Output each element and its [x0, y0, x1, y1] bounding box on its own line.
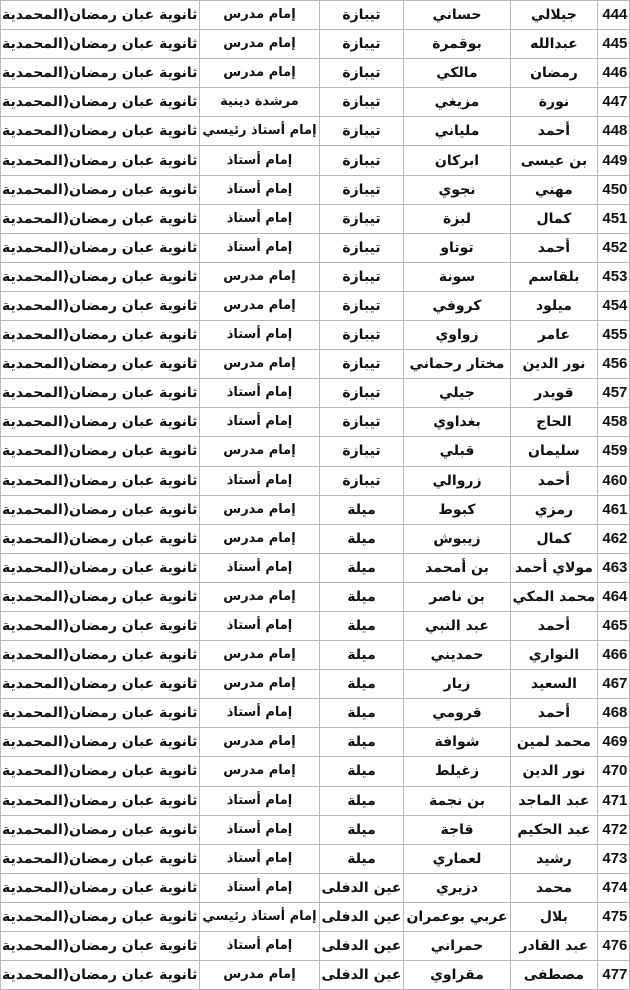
city-cell[interactable]: تيبازة: [319, 466, 404, 495]
first-name-cell[interactable]: أحمد: [510, 233, 598, 262]
table-row: [0, 961, 630, 990]
last-name-cell[interactable]: قبلي: [404, 437, 510, 466]
table-row: [0, 30, 630, 59]
first-name-cell[interactable]: ميلود: [510, 291, 598, 320]
row-number-cell[interactable]: 470: [598, 757, 630, 786]
first-name-cell[interactable]: عامر: [510, 321, 598, 350]
last-name-cell[interactable]: لبزة: [404, 204, 510, 233]
last-name-cell[interactable]: ابركان: [404, 146, 510, 175]
rank-cell[interactable]: إمام أستاذ: [200, 873, 319, 902]
institution-cell[interactable]: ثانوية عبان رمضان(المحمدية: [1, 233, 200, 262]
rank-cell[interactable]: إمام أستاذ: [200, 932, 319, 961]
rank-cell[interactable]: إمام مدرس: [200, 961, 319, 990]
city-cell[interactable]: ميلة: [319, 844, 404, 873]
last-name-cell[interactable]: بغداوي: [404, 408, 510, 437]
institution-cell[interactable]: ثانوية عبان رمضان(المحمدية: [1, 59, 200, 88]
first-name-cell[interactable]: رشيد: [510, 844, 598, 873]
institution-cell[interactable]: ثانوية عبان رمضان(المحمدية: [1, 466, 200, 495]
city-cell[interactable]: تيبازة: [319, 204, 404, 233]
last-name-cell[interactable]: عربي بوعمران: [404, 902, 510, 931]
rank-cell[interactable]: إمام أستاذ: [200, 204, 319, 233]
institution-cell[interactable]: ثانوية عبان رمضان(المحمدية: [1, 844, 200, 873]
row-number-cell[interactable]: 472: [598, 815, 630, 844]
city-cell[interactable]: ميلة: [319, 611, 404, 640]
table-row: [0, 844, 630, 873]
city-cell[interactable]: ميلة: [319, 553, 404, 582]
institution-cell[interactable]: ثانوية عبان رمضان(المحمدية: [1, 611, 200, 640]
rank-cell[interactable]: إمام أستاذ رئيسي: [200, 902, 319, 931]
institution-cell[interactable]: ثانوية عبان رمضان(المحمدية: [1, 641, 200, 670]
row-number-cell[interactable]: 462: [598, 524, 630, 553]
last-name-cell[interactable]: مختار رحماني: [404, 350, 510, 379]
last-name-cell[interactable]: زروالي: [404, 466, 510, 495]
last-name-cell[interactable]: بن ناصر: [404, 582, 510, 611]
first-name-cell[interactable]: سليمان: [510, 437, 598, 466]
last-name-cell[interactable]: نجوي: [404, 175, 510, 204]
city-cell[interactable]: تيبازة: [319, 437, 404, 466]
table-row: [0, 524, 630, 553]
institution-cell[interactable]: ثانوية عبان رمضان(المحمدية: [1, 553, 200, 582]
table-row: [0, 699, 630, 728]
first-name-cell[interactable]: رمزي: [510, 495, 598, 524]
row-number-cell[interactable]: 460: [598, 466, 630, 495]
rank-cell[interactable]: إمام مدرس: [200, 670, 319, 699]
institution-cell[interactable]: ثانوية عبان رمضان(المحمدية: [1, 873, 200, 902]
city-cell[interactable]: عين الدفلى: [319, 873, 404, 902]
institution-cell[interactable]: ثانوية عبان رمضان(المحمدية: [1, 815, 200, 844]
city-cell[interactable]: تيبازة: [319, 30, 404, 59]
first-name-cell[interactable]: محمد لمين: [510, 728, 598, 757]
institution-cell[interactable]: ثانوية عبان رمضان(المحمدية: [1, 1, 200, 30]
first-name-cell[interactable]: عبد الحكيم: [510, 815, 598, 844]
institution-cell[interactable]: ثانوية عبان رمضان(المحمدية: [1, 117, 200, 146]
rank-cell[interactable]: إمام مدرس: [200, 262, 319, 291]
institution-cell[interactable]: ثانوية عبان رمضان(المحمدية: [1, 291, 200, 320]
city-cell[interactable]: تيبازة: [319, 408, 404, 437]
rank-cell[interactable]: إمام أستاذ رئيسي: [200, 117, 319, 146]
rank-cell[interactable]: إمام أستاذ: [200, 699, 319, 728]
institution-cell[interactable]: ثانوية عبان رمضان(المحمدية: [1, 670, 200, 699]
rank-cell[interactable]: إمام أستاذ: [200, 786, 319, 815]
table-row: [0, 59, 630, 88]
first-name-cell[interactable]: نور الدين: [510, 757, 598, 786]
last-name-cell[interactable]: قاجة: [404, 815, 510, 844]
first-name-cell[interactable]: نور الدين: [510, 350, 598, 379]
table-row: [0, 495, 630, 524]
table-row: [0, 437, 630, 466]
first-name-cell[interactable]: النواري: [510, 641, 598, 670]
table-row: [0, 1, 630, 30]
first-name-cell[interactable]: مصطفى: [510, 961, 598, 990]
first-name-cell[interactable]: نورة: [510, 88, 598, 117]
city-cell[interactable]: تيبازة: [319, 59, 404, 88]
rank-cell[interactable]: إمام أستاذ: [200, 146, 319, 175]
row-number-cell[interactable]: 455: [598, 321, 630, 350]
institution-cell[interactable]: ثانوية عبان رمضان(المحمدية: [1, 175, 200, 204]
first-name-cell[interactable]: بلال: [510, 902, 598, 931]
first-name-cell[interactable]: رمضان: [510, 59, 598, 88]
row-number-cell[interactable]: 477: [598, 961, 630, 990]
table-row: [0, 204, 630, 233]
rank-cell[interactable]: إمام مدرس: [200, 59, 319, 88]
city-cell[interactable]: عين الدفلى: [319, 932, 404, 961]
institution-cell[interactable]: ثانوية عبان رمضان(المحمدية: [1, 902, 200, 931]
row-number-cell[interactable]: 473: [598, 844, 630, 873]
rank-cell[interactable]: إمام مدرس: [200, 524, 319, 553]
first-name-cell[interactable]: بلقاسم: [510, 262, 598, 291]
table-row: [0, 932, 630, 961]
first-name-cell[interactable]: جيلالي: [510, 1, 598, 30]
city-cell[interactable]: تيبازة: [319, 262, 404, 291]
rank-cell[interactable]: إمام مدرس: [200, 582, 319, 611]
city-cell[interactable]: تيبازة: [319, 1, 404, 30]
institution-cell[interactable]: ثانوية عبان رمضان(المحمدية: [1, 146, 200, 175]
rank-cell[interactable]: إمام أستاذ: [200, 408, 319, 437]
last-name-cell[interactable]: كروفي: [404, 291, 510, 320]
row-number-cell[interactable]: 471: [598, 786, 630, 815]
table-row: [0, 466, 630, 495]
rank-cell[interactable]: إمام مدرس: [200, 641, 319, 670]
row-number-cell[interactable]: 464: [598, 582, 630, 611]
first-name-cell[interactable]: كمال: [510, 204, 598, 233]
city-cell[interactable]: ميلة: [319, 757, 404, 786]
city-cell[interactable]: عين الدفلى: [319, 961, 404, 990]
rank-cell[interactable]: إمام مدرس: [200, 437, 319, 466]
row-number-cell[interactable]: 450: [598, 175, 630, 204]
institution-cell[interactable]: ثانوية عبان رمضان(المحمدية: [1, 728, 200, 757]
row-number-cell[interactable]: 474: [598, 873, 630, 902]
rank-cell[interactable]: إمام أستاذ: [200, 553, 319, 582]
last-name-cell[interactable]: زواوي: [404, 321, 510, 350]
rank-cell[interactable]: إمام أستاذ: [200, 466, 319, 495]
institution-cell[interactable]: ثانوية عبان رمضان(المحمدية: [1, 961, 200, 990]
first-name-cell[interactable]: بن عيسى: [510, 146, 598, 175]
row-number-cell[interactable]: 453: [598, 262, 630, 291]
institution-cell[interactable]: ثانوية عبان رمضان(المحمدية: [1, 582, 200, 611]
rank-cell[interactable]: إمام مدرس: [200, 757, 319, 786]
rank-cell[interactable]: إمام مدرس: [200, 495, 319, 524]
table-row: [0, 262, 630, 291]
table-row: [0, 408, 630, 437]
row-number-cell[interactable]: 448: [598, 117, 630, 146]
first-name-cell[interactable]: أحمد: [510, 466, 598, 495]
rank-cell[interactable]: إمام أستاذ: [200, 233, 319, 262]
table-row: [0, 757, 630, 786]
table-row: [0, 379, 630, 408]
row-number-cell[interactable]: 457: [598, 379, 630, 408]
row-number-cell[interactable]: 444: [598, 1, 630, 30]
rank-cell[interactable]: مرشدة دينية: [200, 88, 319, 117]
city-cell[interactable]: تيبازة: [319, 88, 404, 117]
last-name-cell[interactable]: جيلي: [404, 379, 510, 408]
institution-cell[interactable]: ثانوية عبان رمضان(المحمدية: [1, 350, 200, 379]
city-cell[interactable]: ميلة: [319, 524, 404, 553]
row-number-cell[interactable]: 458: [598, 408, 630, 437]
institution-cell[interactable]: ثانوية عبان رمضان(المحمدية: [1, 30, 200, 59]
last-name-cell[interactable]: زيبوش: [404, 524, 510, 553]
city-cell[interactable]: تيبازة: [319, 291, 404, 320]
institution-cell[interactable]: ثانوية عبان رمضان(المحمدية: [1, 524, 200, 553]
rank-cell[interactable]: إمام مدرس: [200, 291, 319, 320]
row-number-cell[interactable]: 446: [598, 59, 630, 88]
last-name-cell[interactable]: دزيري: [404, 873, 510, 902]
table-row: [0, 350, 630, 379]
city-cell[interactable]: عين الدفلى: [319, 902, 404, 931]
table-body: [0, 1, 630, 990]
city-cell[interactable]: ميلة: [319, 728, 404, 757]
city-cell[interactable]: تيبازة: [319, 117, 404, 146]
city-cell[interactable]: تيبازة: [319, 175, 404, 204]
institution-cell[interactable]: ثانوية عبان رمضان(المحمدية: [1, 262, 200, 291]
city-cell[interactable]: ميلة: [319, 815, 404, 844]
institution-cell[interactable]: ثانوية عبان رمضان(المحمدية: [1, 757, 200, 786]
row-number-cell[interactable]: 459: [598, 437, 630, 466]
row-number-cell[interactable]: 452: [598, 233, 630, 262]
first-name-cell[interactable]: مهني: [510, 175, 598, 204]
first-name-cell[interactable]: عبد الماجد: [510, 786, 598, 815]
rank-cell[interactable]: إمام أستاذ: [200, 844, 319, 873]
row-number-cell[interactable]: 463: [598, 553, 630, 582]
first-name-cell[interactable]: الحاج: [510, 408, 598, 437]
last-name-cell[interactable]: حمديني: [404, 641, 510, 670]
last-name-cell[interactable]: توتاو: [404, 233, 510, 262]
rank-cell[interactable]: إمام مدرس: [200, 728, 319, 757]
institution-cell[interactable]: ثانوية عبان رمضان(المحمدية: [1, 204, 200, 233]
last-name-cell[interactable]: قرومي: [404, 699, 510, 728]
first-name-cell[interactable]: السعيد: [510, 670, 598, 699]
city-cell[interactable]: تيبازة: [319, 233, 404, 262]
last-name-cell[interactable]: حمراني: [404, 932, 510, 961]
city-cell[interactable]: ميلة: [319, 495, 404, 524]
last-name-cell[interactable]: بن نجمة: [404, 786, 510, 815]
first-name-cell[interactable]: مولاي أحمد: [510, 553, 598, 582]
rank-cell[interactable]: إمام أستاذ: [200, 611, 319, 640]
city-cell[interactable]: تيبازة: [319, 321, 404, 350]
city-cell[interactable]: ميلة: [319, 641, 404, 670]
rank-cell[interactable]: إمام مدرس: [200, 350, 319, 379]
last-name-cell[interactable]: زيار: [404, 670, 510, 699]
first-name-cell[interactable]: محمد: [510, 873, 598, 902]
table-row: [0, 641, 630, 670]
first-name-cell[interactable]: محمد المكي: [510, 582, 598, 611]
last-name-cell[interactable]: مقراوي: [404, 961, 510, 990]
row-number-cell[interactable]: 469: [598, 728, 630, 757]
row-number-cell[interactable]: 456: [598, 350, 630, 379]
row-number-cell[interactable]: 461: [598, 495, 630, 524]
table-row: [0, 902, 630, 931]
rank-cell[interactable]: إمام أستاذ: [200, 175, 319, 204]
row-number-cell[interactable]: 465: [598, 611, 630, 640]
row-number-cell[interactable]: 454: [598, 291, 630, 320]
row-number-cell[interactable]: 467: [598, 670, 630, 699]
rank-cell[interactable]: إمام مدرس: [200, 30, 319, 59]
rank-cell[interactable]: إمام أستاذ: [200, 321, 319, 350]
first-name-cell[interactable]: عبدالله: [510, 30, 598, 59]
rank-cell[interactable]: إمام أستاذ: [200, 815, 319, 844]
last-name-cell[interactable]: بوقمرة: [404, 30, 510, 59]
rank-cell[interactable]: إمام أستاذ: [200, 379, 319, 408]
table-row: [0, 175, 630, 204]
rank-cell[interactable]: إمام مدرس: [200, 1, 319, 30]
row-number-cell[interactable]: 468: [598, 699, 630, 728]
first-name-cell[interactable]: عبد القادر: [510, 932, 598, 961]
row-number-cell[interactable]: 451: [598, 204, 630, 233]
city-cell[interactable]: تيبازة: [319, 146, 404, 175]
last-name-cell[interactable]: زغيلط: [404, 757, 510, 786]
last-name-cell[interactable]: مزيغي: [404, 88, 510, 117]
city-cell[interactable]: ميلة: [319, 582, 404, 611]
table-row: [0, 582, 630, 611]
row-number-cell[interactable]: 476: [598, 932, 630, 961]
last-name-cell[interactable]: بن أمحمد: [404, 553, 510, 582]
table-row: [0, 88, 630, 117]
table-row: [0, 233, 630, 262]
institution-cell[interactable]: ثانوية عبان رمضان(المحمدية: [1, 495, 200, 524]
institution-cell[interactable]: ثانوية عبان رمضان(المحمدية: [1, 437, 200, 466]
row-number-cell[interactable]: 449: [598, 146, 630, 175]
institution-cell[interactable]: ثانوية عبان رمضان(المحمدية: [1, 379, 200, 408]
first-name-cell[interactable]: قويدر: [510, 379, 598, 408]
row-number-cell[interactable]: 466: [598, 641, 630, 670]
last-name-cell[interactable]: سونة: [404, 262, 510, 291]
first-name-cell[interactable]: أحمد: [510, 699, 598, 728]
last-name-cell[interactable]: عبد النبي: [404, 611, 510, 640]
last-name-cell[interactable]: مالكي: [404, 59, 510, 88]
table-row: [0, 321, 630, 350]
institution-cell[interactable]: ثانوية عبان رمضان(المحمدية: [1, 321, 200, 350]
row-number-cell[interactable]: 447: [598, 88, 630, 117]
first-name-cell[interactable]: كمال: [510, 524, 598, 553]
last-name-cell[interactable]: حساني: [404, 1, 510, 30]
city-cell[interactable]: ميلة: [319, 670, 404, 699]
table-row: [0, 873, 630, 902]
table-row: [0, 786, 630, 815]
city-cell[interactable]: تيبازة: [319, 350, 404, 379]
city-cell[interactable]: ميلة: [319, 699, 404, 728]
first-name-cell[interactable]: أحمد: [510, 611, 598, 640]
table-row: [0, 728, 630, 757]
table-row: [0, 146, 630, 175]
city-cell[interactable]: تيبازة: [319, 379, 404, 408]
table-row: [0, 117, 630, 146]
institution-cell[interactable]: ثانوية عبان رمضان(المحمدية: [1, 408, 200, 437]
institution-cell[interactable]: ثانوية عبان رمضان(المحمدية: [1, 88, 200, 117]
last-name-cell[interactable]: شوافة: [404, 728, 510, 757]
last-name-cell[interactable]: كبوط: [404, 495, 510, 524]
institution-cell[interactable]: ثانوية عبان رمضان(المحمدية: [1, 932, 200, 961]
table-row: [0, 553, 630, 582]
table-row: [0, 815, 630, 844]
institution-cell[interactable]: ثانوية عبان رمضان(المحمدية: [1, 699, 200, 728]
table-row: [0, 611, 630, 640]
table-row: [0, 670, 630, 699]
last-name-cell[interactable]: لعماري: [404, 844, 510, 873]
table-row: [0, 291, 630, 320]
institution-cell[interactable]: ثانوية عبان رمضان(المحمدية: [1, 786, 200, 815]
row-number-cell[interactable]: 445: [598, 30, 630, 59]
first-name-cell[interactable]: أحمد: [510, 117, 598, 146]
last-name-cell[interactable]: ملياني: [404, 117, 510, 146]
city-cell[interactable]: ميلة: [319, 786, 404, 815]
row-number-cell[interactable]: 475: [598, 902, 630, 931]
